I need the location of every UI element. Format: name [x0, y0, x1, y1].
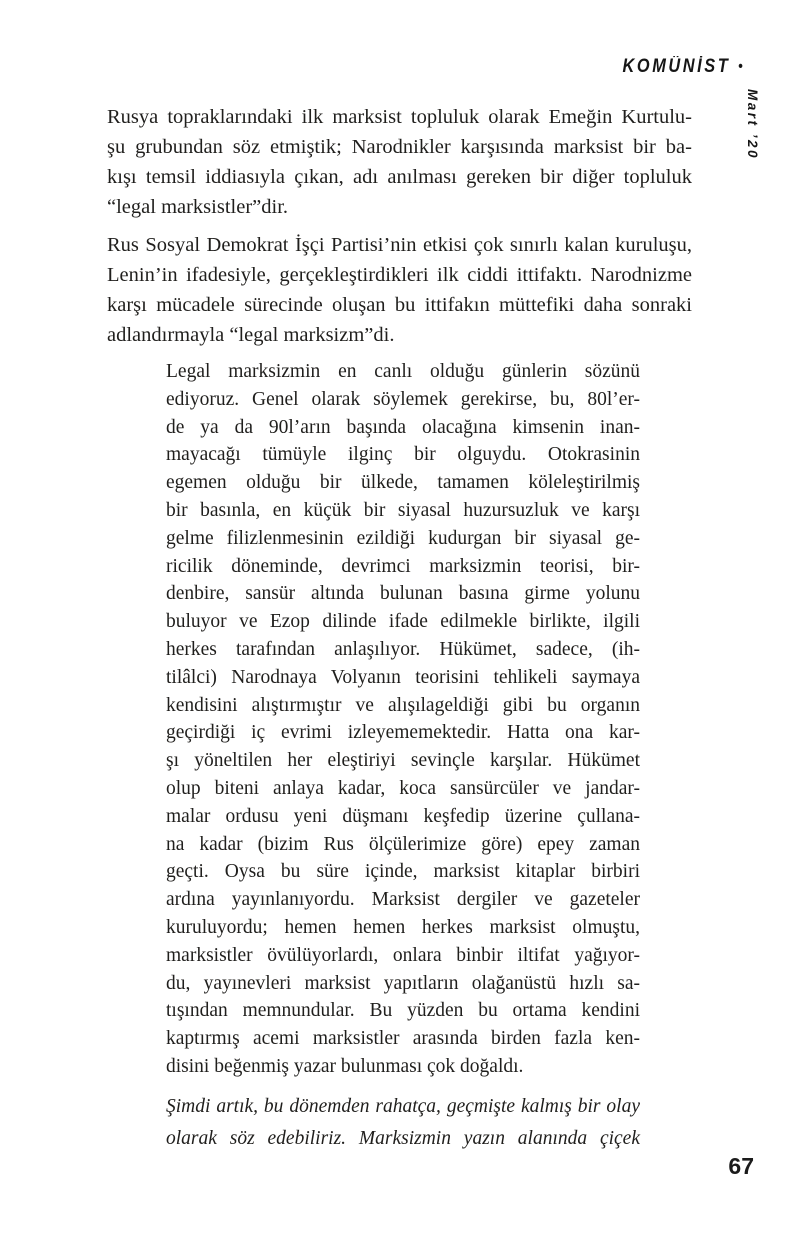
text-line: de ya da 90l’arın başında olacağına kimsenin inan- [166, 416, 640, 438]
text-line: ricilik döneminde, devrimci marksizmin teorisi, bir- [166, 555, 640, 577]
text-line: buluyor ve Ezop dilinde ifade edilmekle birlikte, ilgili [166, 611, 640, 633]
text-line: Şimdi artık, bu dönemden rahatça, geçmişte kalmış bir olay [166, 1095, 640, 1117]
text-line: kışı temsil iddiasıyla çıkan, adı anılması gereken bir diğer topluluk [107, 166, 692, 188]
text-line: olarak söz edebiliriz. Marksizmin yazın alanında çiçek [166, 1127, 640, 1149]
text-line: kendisini alıştırmıştır ve alışılageldiği gibi bu organın [166, 694, 640, 716]
text-line: tışından memnundular. Bu yüzden bu ortama kendini [166, 1000, 640, 1022]
text-line: Rus Sosyal Demokrat İşçi Partisi’nin etkisi çok sınırlı kalan kuruluşu, [107, 234, 692, 256]
text-line: olup biteni anlaya kadar, koca sansürcüler ve jandar- [166, 777, 640, 799]
text-line: şu grubundan söz etmiştik; Narodnikler karşısında marksist bir ba- [107, 136, 692, 158]
text-line: “legal marksistler”dir. [107, 196, 289, 218]
issue-date: Mart ’20 [745, 89, 760, 161]
text-line: na kadar (bizim Rus ölçülerimize göre) epey zaman [166, 833, 640, 855]
body-paragraph [107, 102, 692, 222]
journal-name: KOMÜNİST [622, 56, 731, 77]
text-line: gelme filizlenmesinin ezildiği kudurgan bir siyasal ge- [166, 527, 640, 549]
text-line: ediyoruz. Genel olarak söylemek gerekirse, bu, 80l’er- [166, 388, 640, 410]
text-line: du, yayınevleri marksist yapıtların olağanüstü hızlı sa- [166, 972, 640, 994]
text-line: marksistler övülüyorlardı, onlara binbir iltifat yağıyor- [166, 944, 640, 966]
text-line: kaptırmış acemi marksistler arasında birden fazla ken- [166, 1028, 640, 1050]
text-line: Rusya topraklarındaki ilk marksist topluluk olarak Emeğin Kurtulu- [107, 106, 692, 128]
text-line: adlandırmayla “legal marksizm”di. [107, 324, 395, 346]
journal-title [623, 56, 743, 78]
text-line: geçirdiği iç evrimi izleyememektedir. Hatta ona kar- [166, 722, 640, 744]
text-line: karşı mücadele sürecinde oluşan bu ittifakın müttefiki daha sonraki [107, 294, 692, 316]
page-number: 67 [728, 1153, 754, 1179]
text-line: egemen olduğu bir ülkede, tamamen köleleştirilmiş [166, 472, 640, 494]
body-paragraph [107, 230, 692, 350]
text-line: şı yöneltilen her eleştiriyi sevinçle karşılar. Hükümet [166, 750, 640, 772]
text-line: malar ordusu yeni düşmanı keşfedip üzerine çullana- [166, 805, 640, 827]
text-line: Legal marksizmin en canlı olduğu günlerin sözünü [166, 361, 640, 382]
text-line: bir basınla, en küçük bir siyasal huzursuzluk ve karşı [166, 499, 640, 521]
block-quote [166, 358, 640, 1081]
text-line: herkes tarafından anlaşılıyor. Hükümet, sadece, (ih- [166, 638, 640, 660]
text-line: disini beğenmiş yazar bulunması çok doğaldı. [166, 1055, 524, 1077]
text-line: Lenin’in ifadesiyle, gerçekleştirdikleri ilk ciddi ittifaktı. Narodnizme [107, 264, 692, 286]
bullet-separator-icon: • [738, 58, 743, 75]
page-content [107, 102, 692, 1155]
text-line: geçti. Oysa bu süre içinde, marksist kitaplar birbiri [166, 861, 640, 883]
text-line: tilâlci) Narodnaya Volyanın teorisini tehlikeli saymaya [166, 666, 640, 688]
text-line: ardına yayınlanıyordu. Marksist dergiler ve gazeteler [166, 889, 640, 911]
text-line: denbire, sansür altında bulunan basına girme yolunu [166, 583, 640, 605]
text-line: kuruluyordu; hemen hemen herkes marksist olmuştu, [166, 916, 640, 938]
block-quote-italic [166, 1091, 640, 1155]
text-line: mayacağı tümüyle ilginç bir olguydu. Otokrasinin [166, 444, 640, 466]
